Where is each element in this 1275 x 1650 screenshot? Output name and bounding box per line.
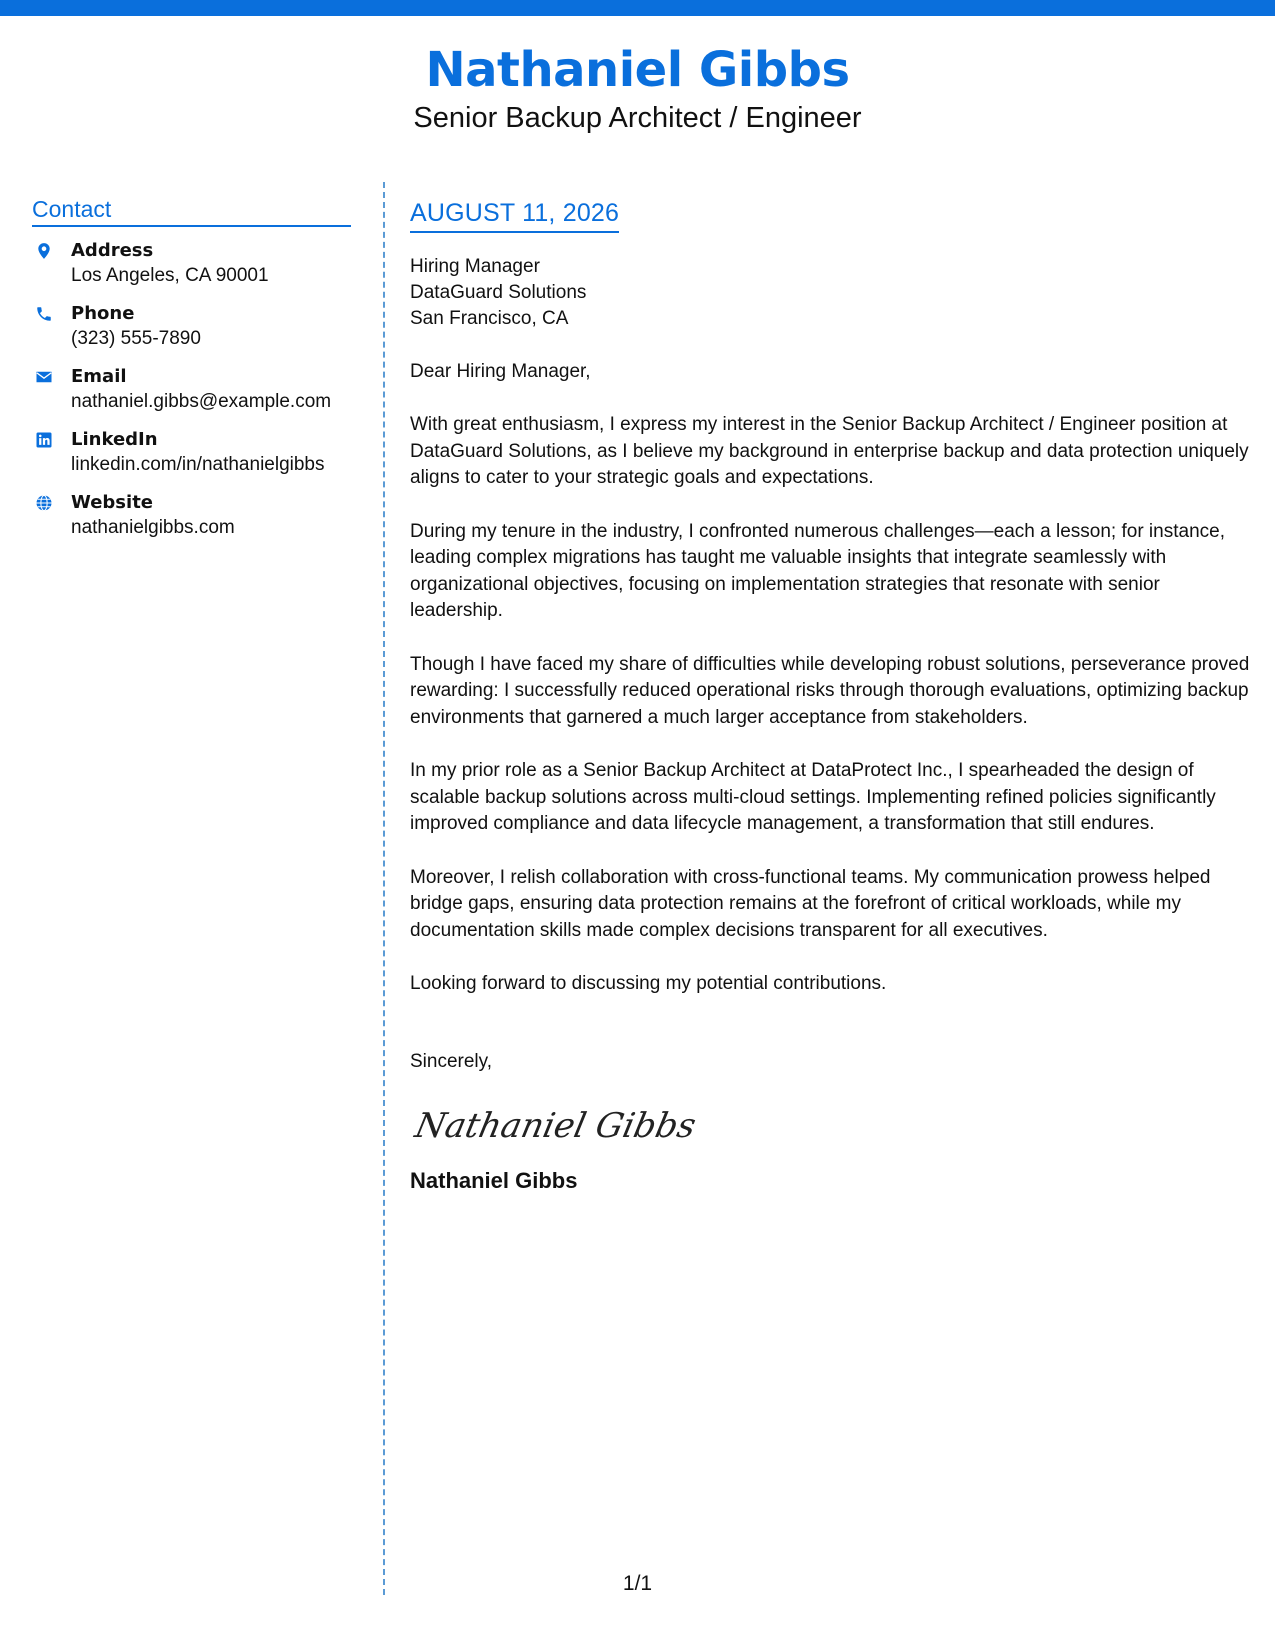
letter-date: AUGUST 11, 2026: [410, 196, 619, 233]
recipient-line: Hiring Manager: [410, 256, 540, 277]
candidate-title: Senior Backup Architect / Engineer: [413, 102, 862, 134]
column-divider: [383, 182, 385, 1595]
phone-icon: [35, 305, 53, 323]
letter-body: [410, 196, 1250, 1195]
contact-item-address: [32, 239, 351, 302]
handwritten-signature: [410, 1097, 1250, 1153]
recipient-line: San Francisco, CA: [410, 308, 569, 329]
linkedin-icon: [35, 431, 53, 449]
resume-header: [0, 40, 1275, 136]
contact-value[interactable]: nathaniel.gibbs@example.com: [71, 391, 332, 412]
contact-list: [32, 239, 351, 554]
recipient-line: DataGuard Solutions: [410, 282, 587, 303]
closing-line: Looking forward to discussing my potential contributions.: [410, 973, 887, 994]
letter-paragraph: In my prior role as a Senior Backup Architect at DataProtect Inc., I spearheaded the design of scalable backup solutions across multi-cloud settings. Implementing refined policies significantly improved compliance and data lifecycle management, a transformation that still endures.: [410, 760, 1216, 834]
contact-value: (323) 555-7890: [71, 328, 201, 349]
envelope-icon: [35, 368, 53, 386]
signature-text: Nathaniel Gibbs: [411, 1106, 700, 1146]
letter-paragraph: With great enthusiasm, I express my interest in the Senior Backup Architect / Engineer position at DataGuard Solutions, as I believe my background in enterprise backup and data protection uniquely aligns to cater to your strategic goals and expectations.: [410, 414, 1249, 488]
contact-value: Los Angeles, CA 90001: [71, 265, 269, 286]
letter-paragraph: During my tenure in the industry, I confronted numerous challenges—each a lesson; for instance, leading complex migrations has taught me valuable insights that integrate seamlessly with organizational objectives, focusing on implementation strategies that resonate with senior leadership.: [410, 520, 1225, 621]
contact-label: Phone: [71, 303, 135, 324]
globe-icon: [35, 494, 53, 512]
salutation: Dear Hiring Manager,: [410, 361, 591, 382]
sign-off: Sincerely,: [410, 1051, 493, 1072]
contact-value[interactable]: linkedin.com/in/nathanielgibbs: [71, 454, 325, 475]
contact-label: Address: [71, 240, 154, 261]
contact-label: Email: [71, 366, 127, 387]
contact-item-website: [32, 491, 351, 554]
location-pin-icon: [35, 242, 53, 260]
contact-value[interactable]: nathanielgibbs.com: [71, 517, 235, 538]
contact-item-phone: [32, 302, 351, 365]
candidate-name: Nathaniel Gibbs: [425, 42, 850, 98]
top-accent-bar: [0, 0, 1275, 16]
contact-sidebar: [32, 194, 351, 554]
contact-item-linkedin: [32, 428, 351, 491]
letter-paragraph: Moreover, I relish collaboration with cross-functional teams. My communication prowess helped bridge gaps, ensuring data protection remains at the forefront of critical workloads, while my documentation skills made complex decisions transparent for all executives.: [410, 866, 1211, 941]
contact-label: Website: [71, 492, 154, 513]
contact-item-email: [32, 365, 351, 428]
contact-label: LinkedIn: [71, 429, 158, 450]
contact-heading: Contact: [32, 194, 351, 227]
recipient-block: [410, 254, 1250, 332]
signed-name: Nathaniel Gibbs: [410, 1168, 578, 1193]
letter-paragraph: Though I have faced my share of difficulties while developing robust solutions, perseverance proved rewarding: I successfully reduced operational risks through thorough evaluations, optimizing backup environments that garnered a much larger acceptance from stakeholders.: [410, 653, 1250, 728]
page-number: 1/1: [622, 1572, 653, 1595]
